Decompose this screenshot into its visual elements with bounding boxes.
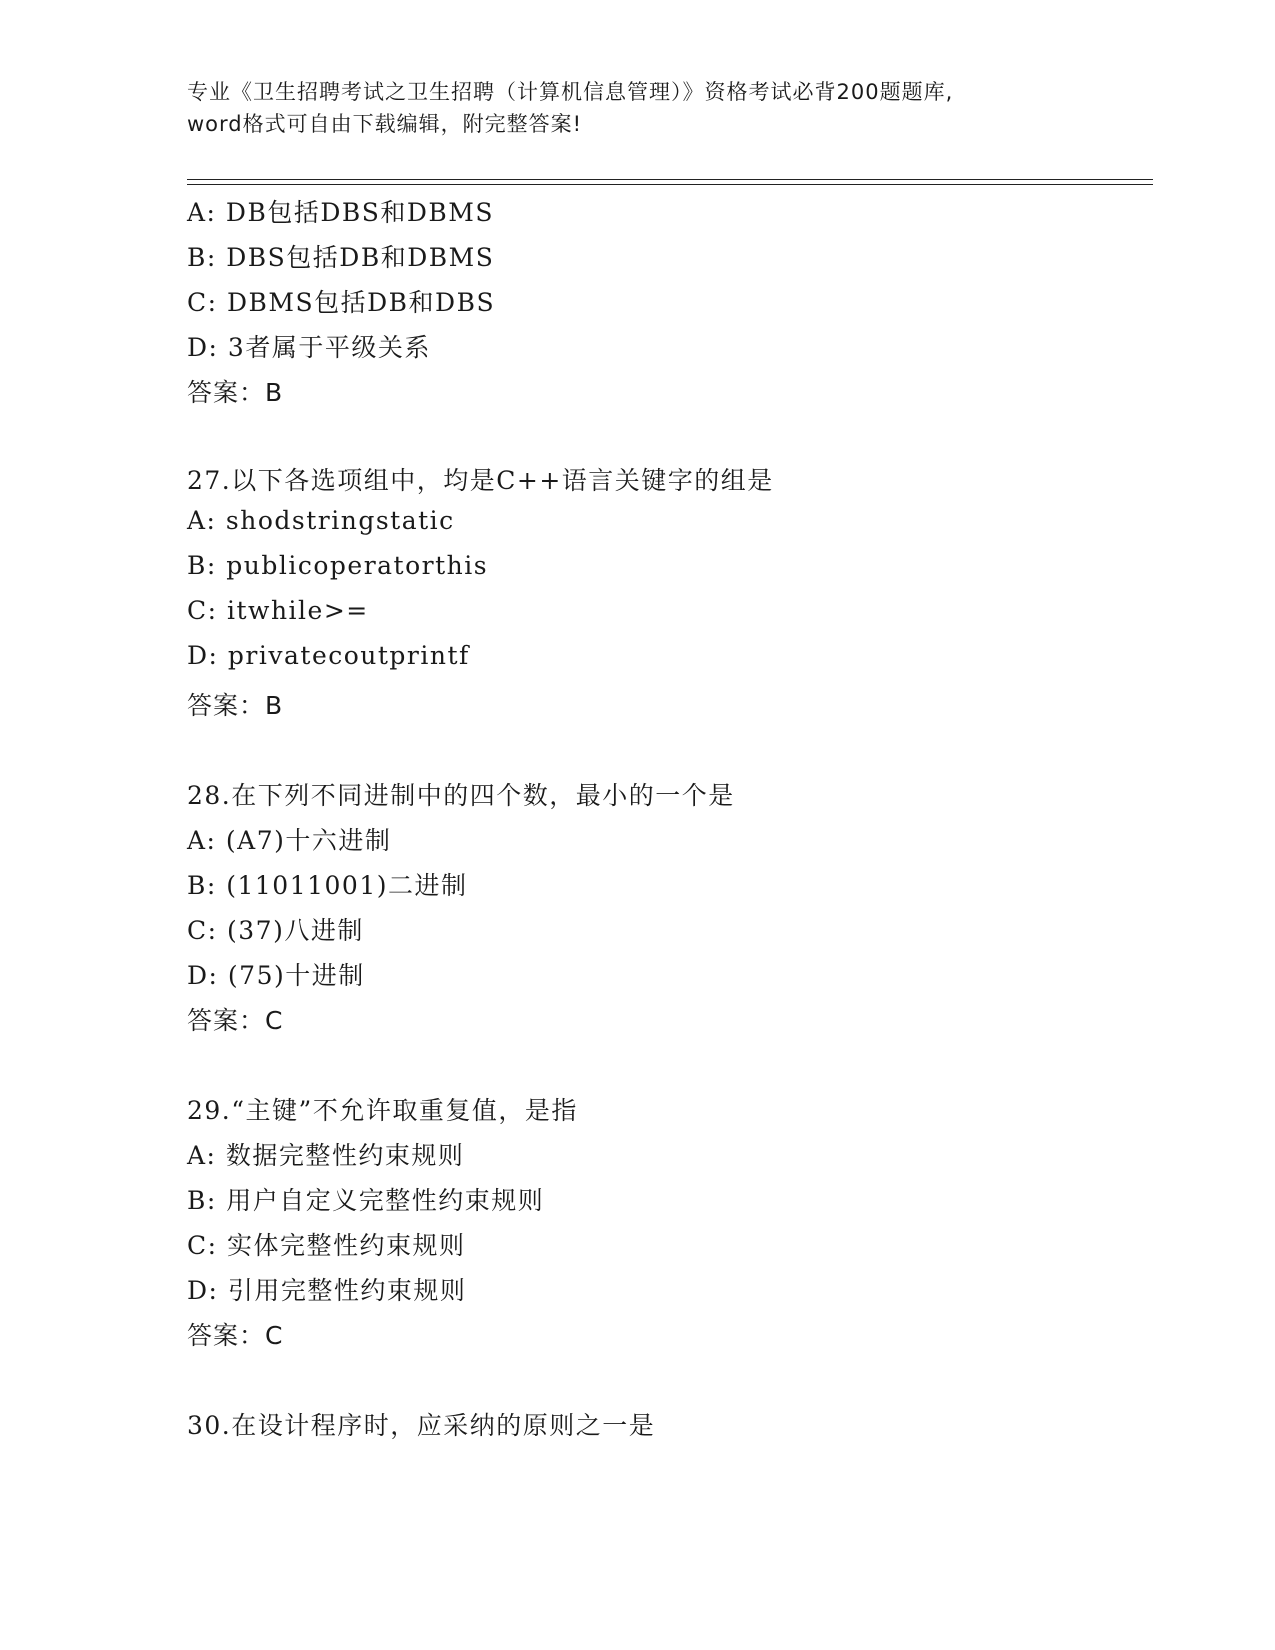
q28-answer: 答案：C xyxy=(187,1006,284,1035)
q28-option-c: C: (37)八进制 xyxy=(187,916,364,945)
header-line-2: word格式可自由下载编辑，附完整答案! xyxy=(187,112,583,136)
q29-option-a: A: 数据完整性约束规则 xyxy=(187,1141,465,1170)
document-header xyxy=(187,76,1087,140)
q27-option-c: C: itwhile>= xyxy=(187,596,369,625)
q28-option-b: B: (11011001)二进制 xyxy=(187,871,468,900)
q26-option-c: C: DBMS包括DB和DBS xyxy=(187,288,496,317)
q30-question: 30.在设计程序时，应采纳的原则之一是 xyxy=(187,1411,656,1440)
header-divider-top xyxy=(187,179,1153,180)
q29-answer: 答案：C xyxy=(187,1321,284,1350)
header-line-1: 专业《卫生招聘考试之卫生招聘（计算机信息管理）》资格考试必背200题题库, xyxy=(187,80,954,104)
q26-option-d: D: 3者属于平级关系 xyxy=(187,333,431,362)
q26-option-b: B: DBS包括DB和DBMS xyxy=(187,243,495,272)
q26-answer: 答案：B xyxy=(187,378,284,407)
q28-option-a: A: (A7)十六进制 xyxy=(187,826,392,855)
q29-option-d: D: 引用完整性约束规则 xyxy=(187,1276,467,1305)
q27-option-a: A: shodstringstatic xyxy=(187,506,455,535)
q27-question: 27.以下各选项组中，均是C++语言关键字的组是 xyxy=(187,466,774,495)
header-divider-bottom xyxy=(187,184,1153,185)
q27-option-d: D: privatecoutprintf xyxy=(187,641,470,670)
q26-option-a: A: DB包括DBS和DBMS xyxy=(187,198,495,227)
q29-option-c: C: 实体完整性约束规则 xyxy=(187,1231,466,1260)
q28-option-d: D: (75)十进制 xyxy=(187,961,365,990)
q28-question: 28.在下列不同进制中的四个数，最小的一个是 xyxy=(187,781,735,810)
q29-option-b: B: 用户自定义完整性约束规则 xyxy=(187,1186,545,1215)
q27-option-b: B: publicoperatorthis xyxy=(187,551,489,580)
q27-answer: 答案：B xyxy=(187,691,284,720)
q29-question: 29.“主键”不允许取重复值，是指 xyxy=(187,1096,578,1125)
